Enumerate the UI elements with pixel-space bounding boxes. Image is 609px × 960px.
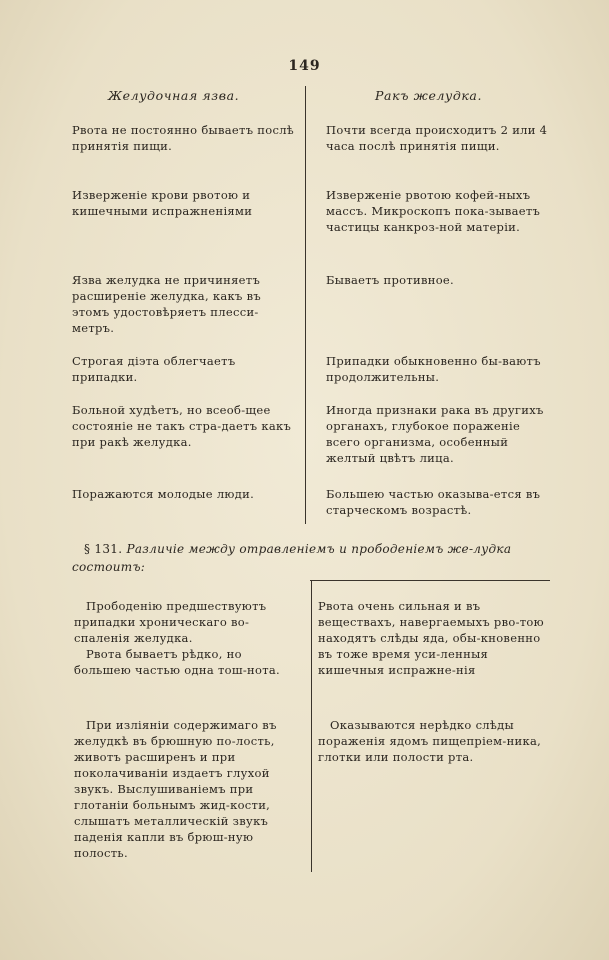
- column-divider: [305, 86, 306, 524]
- page-number: 149: [288, 58, 321, 74]
- column-divider-2: [311, 580, 312, 872]
- cancer-sign-3: Бываетъ противное.: [326, 273, 454, 287]
- ulcer-sign-1: Рвота не постоянно бываетъ послѣ принятія пищи.: [72, 123, 295, 153]
- perforation-sign-2: При изліяніи содержимаго въ желудкѣ въ брюшную по-лость, животъ расширенъ и при поколачиваніи издаетъ глухой звукъ. Выслушиваніемъ при глотаніи больнымъ жид-кости, слышатъ металлическій звукъ паденія капли въ брюш-ную полость.: [74, 718, 277, 860]
- perforation-signs-1: [74, 598, 302, 678]
- ulcer-sign-6: Поражаются молодые люди.: [72, 487, 255, 501]
- poisoning-sign-2: Оказываются нерѣдко слѣды пораженія ядомъ пищепріем-ника, глотки или полости рта.: [318, 718, 542, 764]
- ulcer-sign-3: Язва желудка не причиняетъ расширеніе желудка, какъ въ этомъ удостовѣряетъ плесси-метръ.: [72, 273, 261, 335]
- section-131: [72, 540, 552, 576]
- perforation-sign-1b: Рвота бываетъ рѣдко, но большею частью одна тош-нота.: [74, 647, 280, 677]
- ulcer-sign-2: Изверженіе крови рвотою и кишечными испражненіями: [72, 188, 253, 218]
- cancer-sign-1: Почти всегда происходитъ 2 или 4 часа послѣ принятія пищи.: [326, 123, 548, 153]
- perforation-sign-1a: Прободенію предшествуютъ припадки хроническаго во-спаленія желудка.: [74, 599, 267, 645]
- ulcer-sign-4: Строгая діэта облегчаетъ припадки.: [72, 354, 236, 384]
- cancer-sign-4: Припадки обыкновенно бы-ваютъ продолжительны.: [326, 354, 541, 384]
- cancer-sign-2: Изверженіе рвотою кофей-ныхъ массъ. Микроскопъ пока-зываетъ частицы канкроз-ной матеріи.: [326, 188, 541, 234]
- column-header-ulcer: Желудочная язва.: [108, 88, 240, 103]
- poisoning-sign-1: Рвота очень сильная и въ веществахъ, навергаемыхъ рво-тою находятъ слѣды яда, обы-кновенно въ тоже время уси-ленныя кишечныя испражне-нія: [318, 599, 544, 677]
- section-number: § 131.: [84, 542, 123, 556]
- section-text: Различіе между отравленіемъ и прободеніемъ же-лудка состоитъ:: [72, 542, 512, 574]
- table-rule: [310, 580, 550, 581]
- cancer-sign-5: Иногда признаки рака въ другихъ органахъ, глубокое пораженіе всего организма, особенный желтый цвѣтъ лица.: [326, 403, 544, 465]
- column-header-cancer: Ракъ желудка.: [375, 88, 483, 103]
- cancer-sign-6: Большею частью оказыва-ется въ старческомъ возрастѣ.: [326, 487, 541, 517]
- ulcer-sign-5: Больной худѣетъ, но всеоб-щее состояніе не такъ стра-даетъ какъ при ракѣ желудка.: [72, 403, 292, 449]
